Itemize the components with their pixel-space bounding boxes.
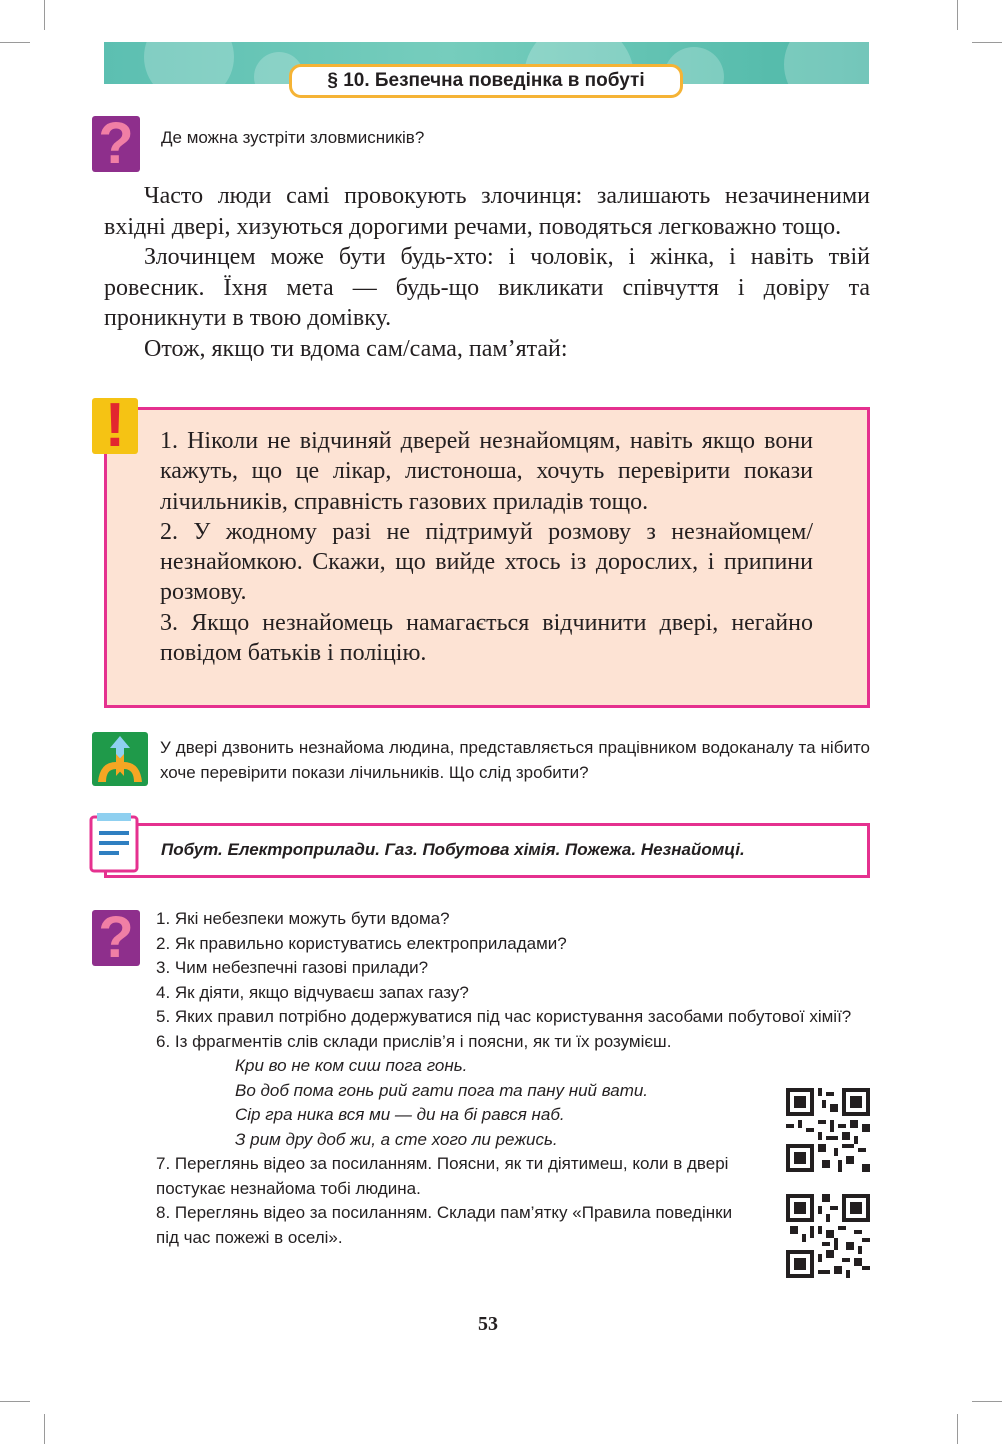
keywords-text: Побут. Електроприлади. Газ. Побутова хімія. Пожежа. Незнайомці. bbox=[161, 840, 745, 859]
proverb-fragment: Кри во не ком сиш пога гонь. bbox=[235, 1056, 468, 1075]
page-number: 53 bbox=[478, 1313, 498, 1335]
proverb-fragment: Сір гра ника вся ми — ди на бі рався наб. bbox=[235, 1105, 565, 1124]
question-mark-icon: ? bbox=[92, 116, 140, 172]
crop-mark bbox=[0, 1401, 30, 1402]
question-item: 3. Чим небезпечні газові прилади? bbox=[156, 958, 429, 977]
qr-code-icon[interactable] bbox=[786, 1194, 870, 1278]
crop-mark bbox=[44, 0, 45, 30]
paragraph: Злочинцем може бути будь-хто: і чоловік, і жінка, і навіть твій ровесник. Їхня мета — будь-що викликати співчуття і довіру та проникнути в твою домівку. bbox=[104, 244, 870, 332]
task-text: У двері дзвонить незнайома людина, представляється працівником водоканалу та нібито хоче перевірити покази лічильників. Що слід зробити? bbox=[160, 738, 870, 782]
rule-item: 2. У жодному разі не підтримуй розмову з незнайомцем/незнайомкою. Скажи, що вийде хтось із дорослих, і припини розмову. bbox=[160, 518, 813, 606]
proverb-fragment: З рим дру доб жи, а сте хого ли режись. bbox=[235, 1129, 558, 1149]
page-title: § 10. Безпечна поведінка в побуті bbox=[289, 64, 683, 98]
exclamation-icon: ! bbox=[92, 398, 138, 454]
qr-code-icon[interactable] bbox=[786, 1088, 870, 1172]
questions-list bbox=[156, 907, 870, 1250]
proverb-fragment: Во доб пома гонь рий гати пога та пану ний вати. bbox=[235, 1080, 649, 1100]
crop-mark bbox=[0, 42, 30, 43]
question-item: 5. Яких правил потрібно додержуватися під час користування засобами побутової хімії? bbox=[156, 1007, 852, 1026]
arrows-task-icon bbox=[92, 732, 148, 786]
body-text bbox=[104, 181, 870, 365]
question-item: 6. Із фрагментів слів склади прислів’я і поясни, як ти їх розумієш. bbox=[156, 1031, 672, 1051]
question-item: 7. Переглянь відео за посиланням. Поясни, як ти діятимеш, коли в двері постукає незнайома тобі людина. bbox=[156, 1154, 729, 1198]
question-mark-icon: ? bbox=[92, 910, 140, 966]
question-item: 2. Як правильно користуватись електроприладами? bbox=[156, 933, 567, 953]
question-item: 4. Як діяти, якщо відчуваєш запах газу? bbox=[156, 982, 469, 1002]
crop-mark bbox=[957, 1414, 958, 1444]
notepad-icon bbox=[89, 811, 141, 873]
rule-item: 3. Якщо незнайомець намагається відчинити двері, негайно повідом батьків і поліцію. bbox=[160, 609, 813, 667]
rules-list bbox=[160, 426, 813, 668]
crop-mark bbox=[972, 42, 1002, 43]
intro-question: Де можна зустріти зловмисників? bbox=[161, 128, 425, 147]
question-item: 1. Які небезпеки можуть бути вдома? bbox=[156, 909, 450, 928]
crop-mark bbox=[972, 1401, 1002, 1402]
crop-mark bbox=[957, 0, 958, 30]
paragraph: Часто люди самі провокують злочинця: залишають незачиненими вхідні двері, хизуються дорогими речами, поводяться легковажно тощо. bbox=[104, 183, 870, 240]
question-item: 8. Переглянь відео за посиланням. Склади пам’ятку «Правила поведінки під час пожежі в оселі». bbox=[156, 1203, 733, 1247]
rule-item: 1. Ніколи не відчиняй дверей незнайомцям, навіть якщо вони кажуть, що це лікар, листоноша, хочуть перевірити покази лічильників, справність газових приладів тощо. bbox=[160, 428, 813, 515]
crop-mark bbox=[44, 1414, 45, 1444]
paragraph: Отож, якщо ти вдома сам/сама, пам’ятай: bbox=[144, 335, 568, 362]
